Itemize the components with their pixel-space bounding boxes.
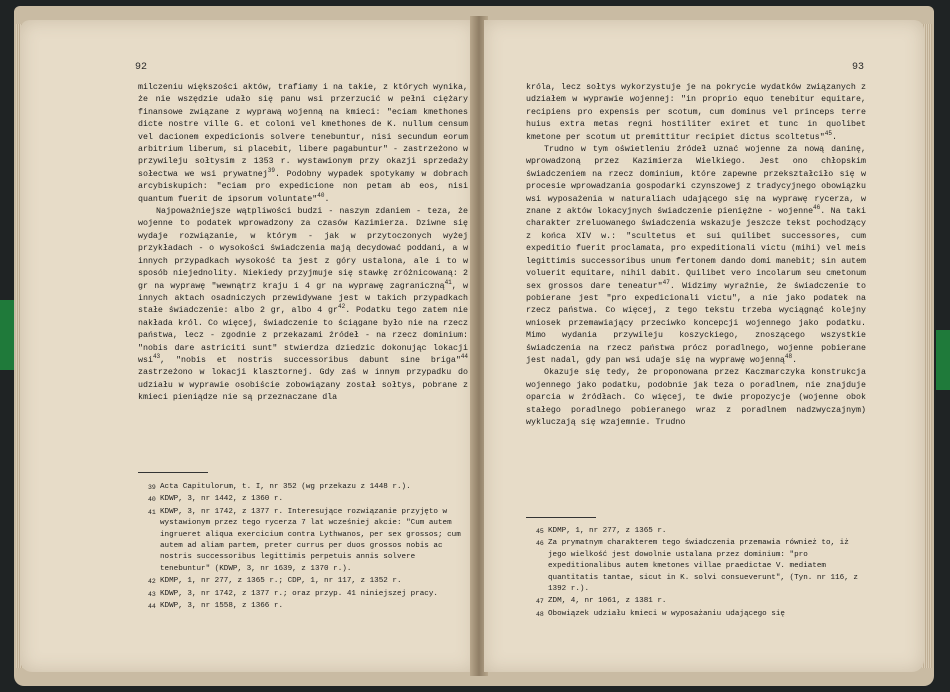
page-number: 93 [851,62,864,73]
footnote: 44 KDWP, 3, nr 1558, z 1366 r. [148,602,284,611]
background-green-strip-right [936,330,950,390]
paragraph: króla, lecz sołtys wykorzystuje je na pokrycie wydatków związanych z udziałem w wyprawie wojennej: "in proprio equo tenebitur equitare, recipiens pro expensis per scotum, cum dominus vel princeps terre huius extra metas regni hostiliter exiret et tunc in quolibet kmetone per scotum ut premittitur recipiet dictus scoltetus"$^{45}$. [526,83,866,142]
footnote: 40 KDWP, 3, nr 1442, z 1360 r. [148,495,284,504]
body-text [526,82,866,429]
footnote-divider [526,517,596,518]
footnote: 45 KDMP, 1, nr 277, z 1365 r. [536,527,667,535]
footnotes [138,482,468,613]
footnote: 41 KDWP, 3, nr 1742, z 1377 r. Interesujące rozwiązanie przyjęto w wystawionym przez tego rycerza 7 lat wcześniej akcie: "Cum autem ingrueret aliqua exercicium contra Lythwanos, per sex grossos; cum autem ad aliam partem, preter currus per duos grossos nobis ac nostris successoribus legittimis perpetuis annis solvere tenebuntur" (KDWP, 3, nr 1639, z 1370 r.). [148,507,461,573]
footnote: 46 Za prymatnym charakterem tego świadczenia przemawia również to, iż jego wielkość jest dowolnie ustalana przez dominium: "pro expeditionalibus autem kmetones villae praedictae V. mediatem quantitatis tantae, sicut in K. solvi consueverunt", (Tyn. nr 116, z 1392 r.). [536,539,858,594]
footnote: 48 Obowiązek udziału kmieci w wyposażaniu udającego się [536,609,785,618]
paragraph: Najpoważniejsze wątpliwości budzi - naszym zdaniem - teza, że wojenne to podatek wprowadzony za czasów Kazimierza. Dziwne się wydaje rozwiązanie, w którym - jak w przytoczonych wyżej przykładach - o wysokości świadczenia mają decydować poddani, a w innych przypadkach wysokość ta jest z góry ustalona, ale i to w sposób niejednolity. Niekiedy przyjmuje się stawkę zróżnicowaną: 2 gr na wyprawę "wewnątrz kraju i 4 gr na wyprawę zagraniczną$^{41}$, w innych aktach osadniczych przewidywane jest w takich przypadkach stałe świadczenie: albo 2 gr, albo 4 $gr^{42}$. Podatku tego zatem nie nakłada król. Co więcej, świadczenie to ściągane było nie na rzecz państwa, lecz - zgodnie z przekazami źródeł - na rzecz dominium: "nobis dare astriciti sunt" stwierdza dziedzic dokonując lokacji wsi$^{43}$, "nobis et nostris successoribus dabunt sine briga"$^{44}$ zastrzeżono w lokacji klasztornej. Gdy zaś w innym przypadku do udziału w wyprawie osobiście zobowiązany został sołtys, pobrane z kmieci pieniądze nie są przeznaczane dla [138,207,468,403]
footnote-divider [138,472,208,473]
paragraph: Okazuje się tedy, że proponowana przez Kaczmarczyka konstrukcja wojennego jako podatku, podobnie jak teza o poradlnem, nie znajduje oparcia w źródłach. Co więcej, te dwie propozycje (wojenne obok stałego poradlnego pobieranego wraz z poradlnem nadzwyczajnym) wykluczają się wzajemnie. Trudno [526,368,866,427]
body-text [138,82,468,405]
left-page [20,20,475,672]
footnote: 42 KDMP, 1, nr 277, z 1365 r.; CDP, 1, nr 117, z 1352 r. [148,577,402,586]
page-number: 92 [135,62,148,73]
footnote: 43 KDWP, 3, nr 1742, z 1377 r.; oraz przyp. 41 niniejszej pracy. [148,589,438,598]
paragraph: Trudno w tym oświetleniu źródeł uznać wojenne za nową daninę, wprowadzoną przez Kazimierza Wielkiego. Jest ono chłopskim świadczeniem na rzecz dominium, które zapewne przekształciło się w procesie wprowadzania gospodarki czynszowej z tradycyjnego obowiązku wsi wyposażenia w naturaliach udającego się na wyprawę rycerza, w znane z aktów lokacyjnych świadczenie pieniężne - wojenne$^{46}$. Na taki charakter zreluowanego świadczenia wskazuje jeszcze tekst pochodzący z końca XIV w.: "scultetus et sui quilibet successores, cum expeditio fuerit proclamata, pro expeditionali victu (mihi) vel meis legittimis successoribus unum fertonem dando domi manebit; sin autem voluerit equitare, nihil dabit. Quilibet vero incolarum seu cmetonum sex grossos dare teneatur"$^{47}$. Widzimy wyraźnie, że świadczenie to pobierane jest "pro expedicionali victu", a nie jako podatek na rzecz państwa. Co więcej, z tego tekstu trzeba wyciągnąć kolejny wniosek przemawiający przeciwko koncepcji wojennego jako podatku. Mimo wydania przywileju koszyckiego, znoszącego wszystkie świadczenia na rzecz państwa prócz poradlnego, wojenne pobierane jest nadal, gdy pan wsi udaje się na wyprawę wojenną$^{48}$. [526,145,866,365]
footnote: 39 Acta Capitulorum, t. I, nr 352 (wg przekazu z 1448 r.). [148,483,411,491]
footnote: 47 ZDM, 4, nr 1061, z 1381 r. [536,597,667,606]
paragraph: milczeniu większości aktów, trafiamy i na takie, z których wynika, że nie wszędzie udało się panu wsi przerzucić w pełni ciężary finansowe związane z wyprawą wojenną na kmieci: "eciam kmethones dicte nostre ville G. et coloni vel kmethones de K. nullum censum vel dacionem expedicionis solvere tenebuntur, nisi secundum eorum arbitrium liberum, si placebit, libere pagabuntur" - zastrzeżono w przywileju sołtysim z 1353 r. wystawionym przy okazji sprzedaży sołectwa we wsi prywatnej$^{39}$. Podobny wypadek spotykamy w dobrach arcybiskupich: "eciam pro expedicione non petam ab eos, nisi quantum fuerit de ipsorum voluntate"$^{40}$. [138,83,468,204]
open-book [14,6,934,686]
footnotes [526,526,866,621]
right-page [484,20,924,672]
